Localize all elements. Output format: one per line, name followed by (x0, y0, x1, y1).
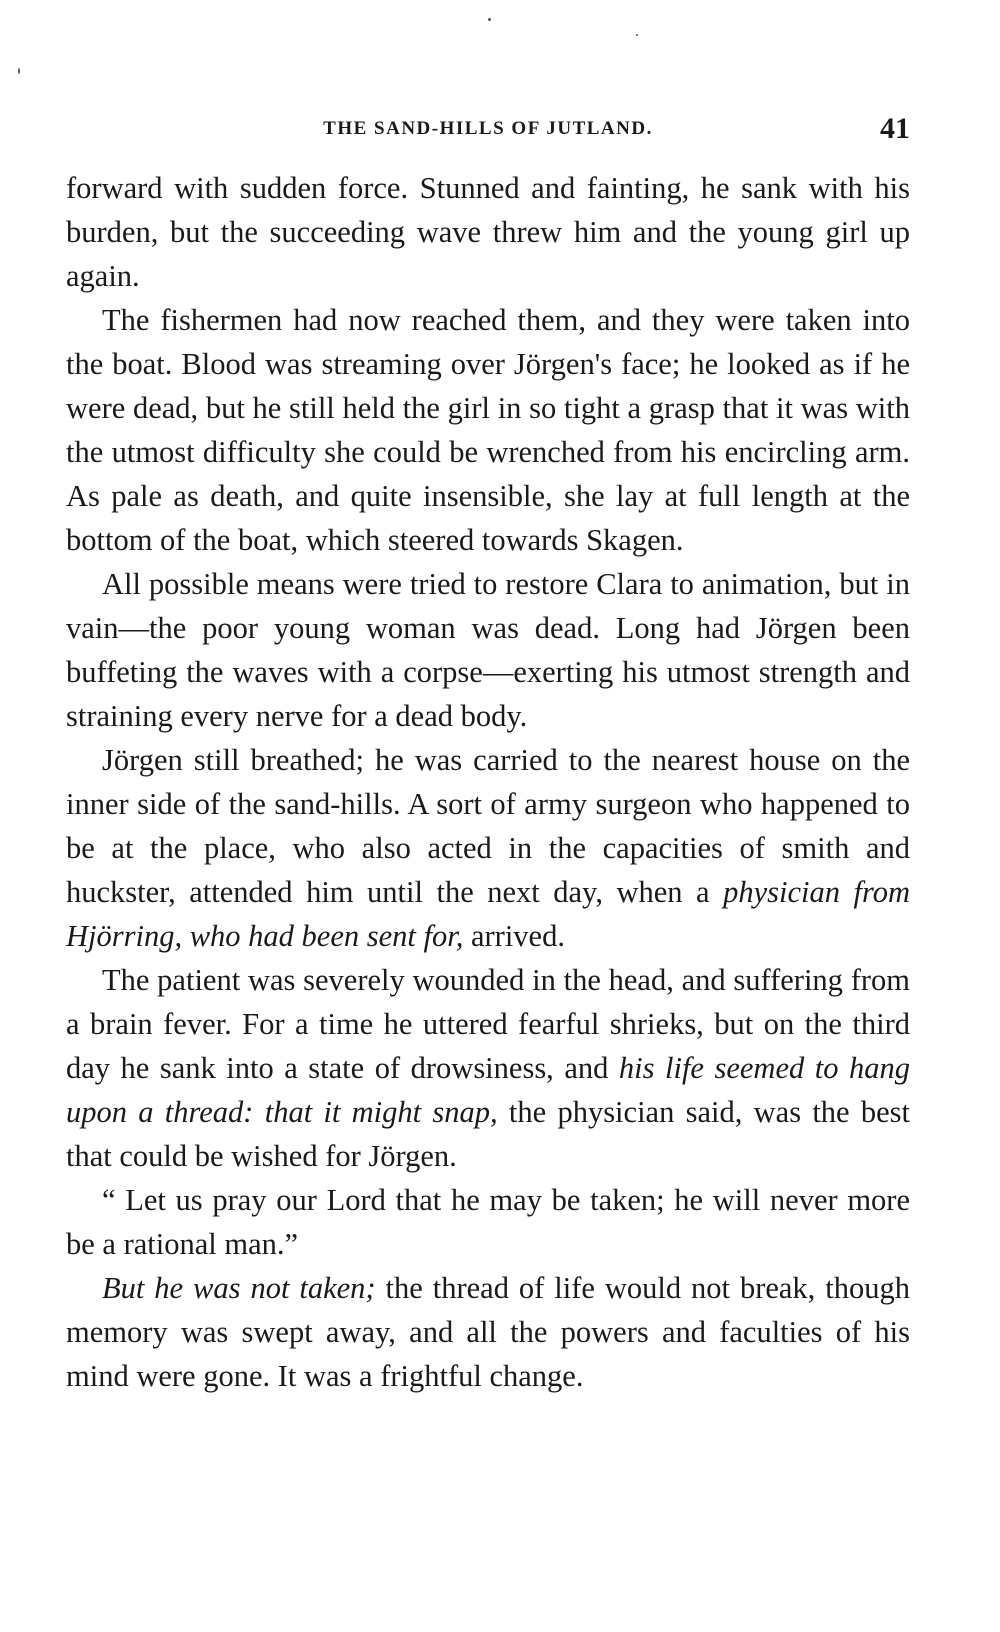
paragraph-text: Jörgen still breathed; he was carried to the nearest house on the inner side of the sand-hills. A sort of army surgeon who happened to be at the place, who also acted in the capacities of smith and huckster, attended him until the next day, when a (66, 743, 910, 909)
page-number: 41 (880, 112, 910, 145)
paragraph (66, 1266, 910, 1398)
paragraph-italic-text: his life seemed to hang upon a thread: that it might snap, (66, 1051, 910, 1129)
paragraph (66, 738, 910, 958)
paragraph-text: the thread of life would not break, though memory was swept away, and all the powers and faculties of his mind were gone. It was a frightful change. (66, 1271, 910, 1393)
paragraph (66, 1178, 910, 1266)
print-speck (636, 34, 638, 36)
paragraph-text: All possible means were tried to restore Clara to animation, but in vain—the poor young woman was dead. Long had Jörgen been buffeting the waves with a corpse—exerting his utmost strength and straining every nerve for a dead body. (66, 567, 910, 733)
paragraph (66, 958, 910, 1178)
paragraph-text: The fishermen had now reached them, and they were taken into the boat. Blood was streaming over Jörgen's face; he looked as if he were dead, but he still held the girl in so tight a grasp that it was with the utmost difficulty she could be wrenched from his encircling arm. As pale as death, and quite insensible, she lay at full length at the bottom of the boat, which steered towards Skagen. (66, 303, 910, 557)
book-page (66, 112, 910, 1398)
page-header (66, 112, 910, 156)
paragraph-italic-text: But he was not taken; (102, 1271, 376, 1305)
paragraph-text: arrived. (463, 919, 565, 953)
paragraph (66, 166, 910, 298)
paragraph (66, 562, 910, 738)
paragraph-text: the physician said, was the best that could be wished for Jörgen. (66, 1095, 910, 1173)
paragraph-text: The patient was severely wounded in the head, and suffering from a brain fever. For a time he uttered fearful shrieks, but on the third day he sank into a state of drowsiness, and (66, 963, 910, 1085)
paragraph-text: forward with sudden force. Stunned and fainting, he sank with his burden, but the succeeding wave threw him and the young girl up again. (66, 171, 910, 293)
paragraph-italic-text: physician from Hjörring, who had been sent for, (66, 875, 910, 953)
print-speck (488, 18, 491, 21)
print-speck (18, 68, 20, 74)
paragraph (66, 298, 910, 562)
paragraph-text: “ Let us pray our Lord that he may be taken; he will never more be a rational man.” (66, 1183, 910, 1261)
running-title: THE SAND-HILLS OF JUTLAND. (323, 118, 653, 139)
